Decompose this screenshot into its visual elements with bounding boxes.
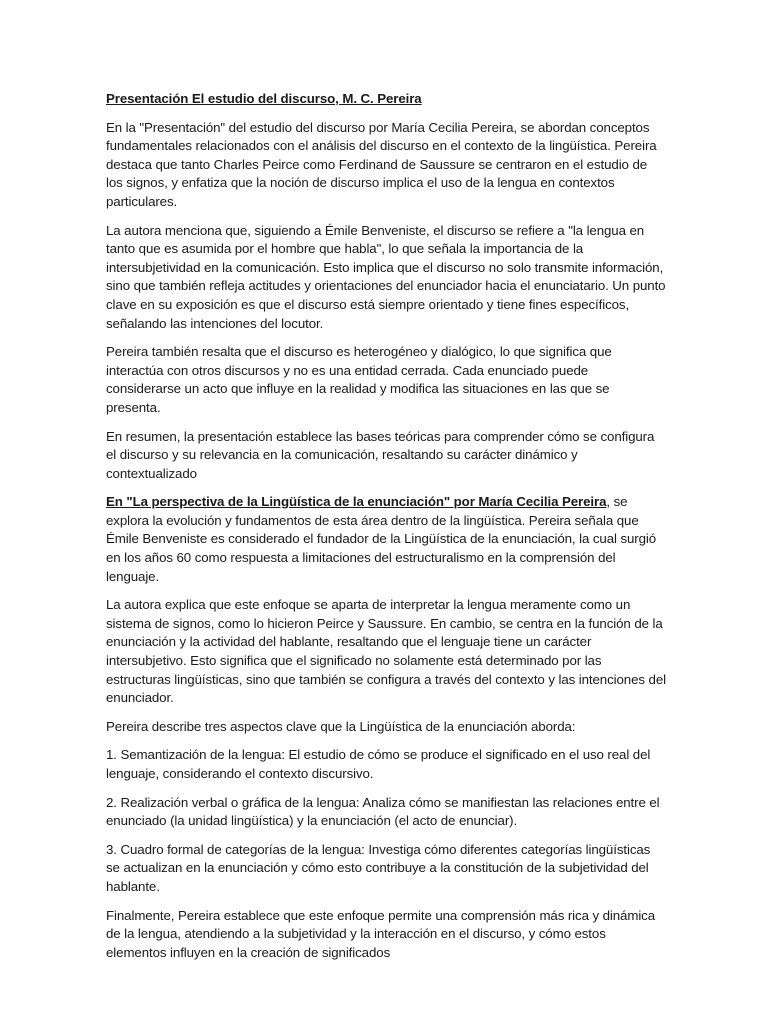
list-item-realization: 2. Realización verbal o gráfica de la lengua: Analiza cómo se manifiestan las relaciones entre el enunciado (la unidad lingüística) y la enunciación (el acto de enunciar).	[106, 794, 660, 829]
list-item-formal-framework: 3. Cuadro formal de categorías de la lengua: Investiga cómo diferentes categorías lingüísticas se actualizan en la enunciación y cómo esto contribuye a la constitución de la subjetividad del hablante.	[106, 841, 651, 894]
perspective-lead-in: En "La perspectiva de la Lingüística de la enunciación" por María Cecilia Pereira	[106, 494, 607, 510]
paragraph-benveniste: La autora menciona que, siguiendo a Émile Benveniste, el discurso se refiere a "la lengua en tanto que es asumida por el hombre que habla", lo que señala la importancia de la intersubjetividad en la comunicación. Esto implica que el discurso no solo transmite información, sino que también refleja actitudes y orientaciones del enunciador hacia el enunciatario. Un punto clave en su exposición es que el discurso está siempre orientado y tiene fines específicos, señalando las intenciones del locutor.	[106, 222, 666, 331]
paragraph-perspective	[106, 493, 666, 586]
paragraph-summary: En resumen, la presentación establece las bases teóricas para comprender cómo se configura el discurso y su relevancia en la comunicación, resaltando su carácter dinámico y contextualizado	[106, 428, 655, 481]
paragraph-heterogeneity: Pereira también resalta que el discurso es heterogéneo y dialógico, lo que significa que interactúa con otros discursos y no es una entidad cerrada. Cada enunciado puede considerarse un acto que influye en la realidad y modifica las situaciones en las que se presenta.	[106, 344, 612, 415]
perspective-body: , se explora la evolución y fundamentos de esta área dentro de la lingüística. Pereira señala que Émile Benveniste es considerado el fundador de la Lingüística de la enunciación, la cual surgió en los años 60 como respuesta a limitaciones del estructuralismo en la comprensión del lenguaje.	[106, 494, 657, 584]
list-item-semantization: 1. Semantización de la lengua: El estudio de cómo se produce el significado en el uso real del lenguaje, considerando el contexto discursivo.	[106, 747, 651, 781]
paragraph-approach: La autora explica que este enfoque se aparta de interpretar la lengua meramente como un sistema de signos, como lo hicieron Peirce y Saussure. En cambio, se centra en la función de la enunciación y la actividad del hablante, resaltando que el lenguaje tiene un carácter intersubjetivo. Esto significa que el significado no solamente está determinado por las estructuras lingüísticas, sino que también se configura a través del contexto y las intenciones del enunciador.	[106, 597, 666, 706]
document-title: Presentación El estudio del discurso, M. C. Pereira	[106, 91, 422, 106]
paragraph-aspects-intro: Pereira describe tres aspectos clave que la Lingüística de la enunciación aborda:	[106, 718, 576, 734]
paragraph-conclusion: Finalmente, Pereira establece que este enfoque permite una comprensión más rica y dinámica de la lengua, atendiendo a la subjetividad y la interacción en el discurso, y cómo estos elementos influyen en la creación de significados	[106, 907, 656, 960]
document-page	[106, 90, 666, 972]
paragraph-intro: En la "Presentación" del estudio del discurso por María Cecilia Pereira, se abordan conceptos fundamentales relacionados con el análisis del discurso en el contexto de la lingüística. Pereira destaca que tanto Charles Peirce como Ferdinand de Saussure se centraron en el estudio de los signos, y enfatiza que la noción de discurso implica el uso de la lengua en contextos particulares.	[106, 119, 657, 209]
